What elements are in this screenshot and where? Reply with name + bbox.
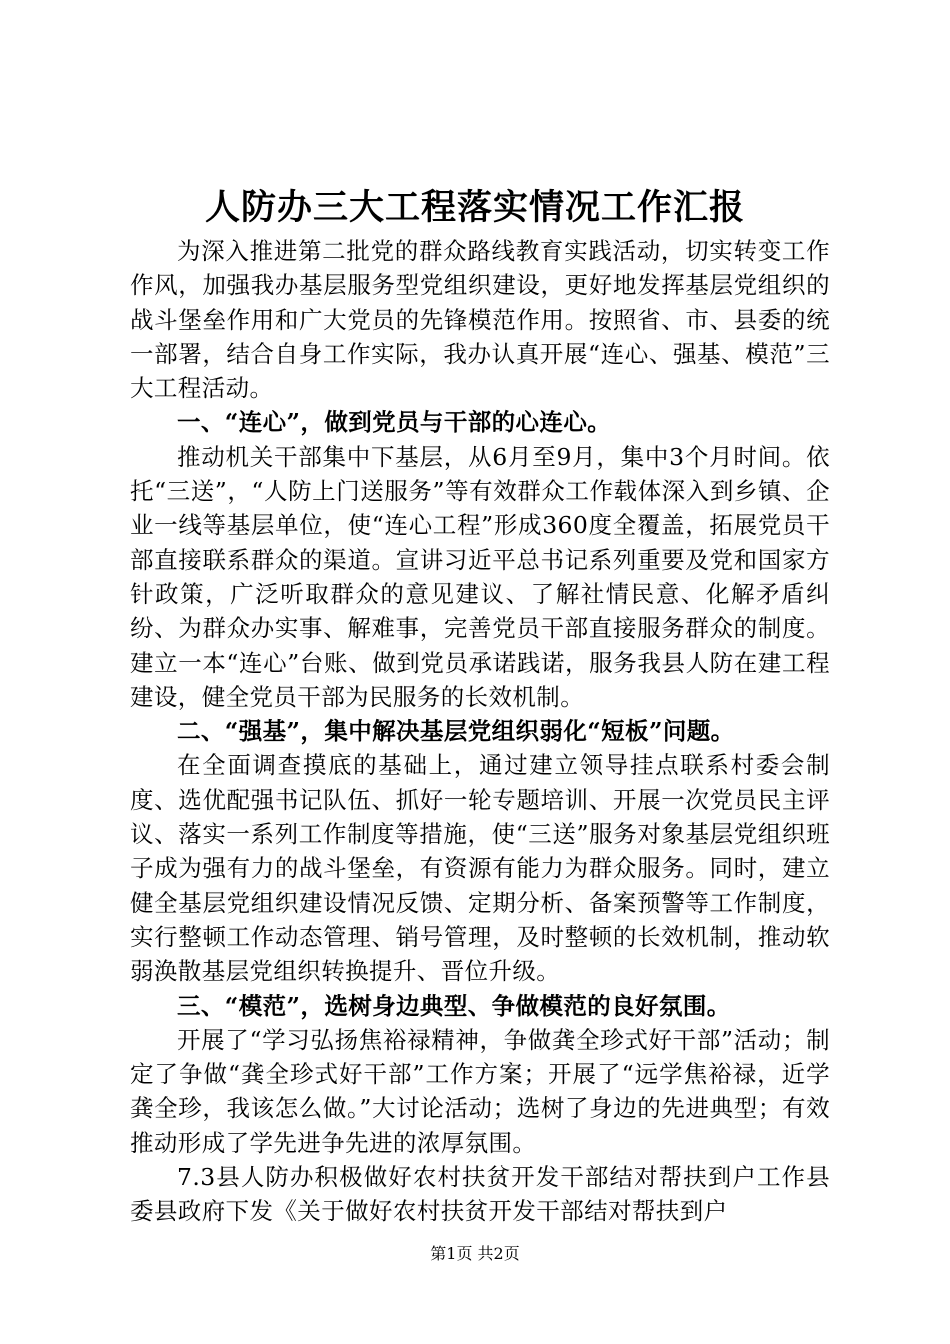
document-body [130, 234, 830, 1229]
document-title: 人防办三大工程落实情况工作汇报 [204, 187, 745, 228]
section-paragraph-1: 推动机关干部集中下基层，从6月至9月，集中3个月时间。依托“三送”，“人防上门送服务”等有效群众工作载体深入到乡镇、企业一线等基层单位，使“连心工程”形成360度全覆盖，拓展党员干部直接联系群众的渠道。宣讲习近平总书记系列重要及党和国家方针政策，广泛听取群众的意见建议、了解社情民意、化解矛盾纠纷、为群众办实事、解难事，完善党员干部直接服务群众的制度。建立一本“连心”台账、做到党员承诺践诺，服务我县人防在建工程建设，健全党员干部为民服务的长效机制。 [130, 442, 830, 711]
section-heading-1: 一、“连心”，做到党员与干部的心连心。 [177, 408, 612, 437]
section-paragraph-3: 开展了“学习弘扬焦裕禄精神，争做龚全珍式好干部”活动；制定了争做“龚全珍式好干部”工作方案；开展了“远学焦裕禄，近学龚全珍，我该怎么做。”大讨论活动；选树了身边的先进典型；有效推动形成了学先进争先进的浓厚氛围。 [130, 1025, 830, 1157]
section-paragraph-2: 在全面调查摸底的基础上，通过建立领导挂点联系村委会制度、选优配强书记队伍、抓好一轮专题培训、开展一次党员民主评议、落实一系列工作制度等措施，使“三送”服务对象基层党组织班子成为强有力的战斗堡垒，有资源有能力为群众服务。同时，建立健全基层党组织建设情况反馈、定期分析、备案预警等工作制度，实行整顿工作动态管理、销号管理，及时整顿的长效机制，推动软弱涣散基层党组织转换提升、晋位升级。 [130, 751, 830, 986]
intro-paragraph: 为深入推进第二批党的群众路线教育实践活动，切实转变工作作风，加强我办基层服务型党组织建设，更好地发挥基层党组织的战斗堡垒作用和广大党员的先锋模范作用。按照省、市、县委的统一部署，结合自身工作实际，我办认真开展“连心、强基、模范”三大工程活动。 [130, 237, 830, 403]
section-heading-2: 二、“强基”，集中解决基层党组织弱化“短板”问题。 [177, 717, 735, 746]
section-heading-3: 三、“模范”，选树身边典型、争做模范的良好氛围。 [177, 991, 731, 1020]
page-footer: 第1页 共2页 [430, 1244, 520, 1263]
closing-paragraph: 7.3县人防办积极做好农村扶贫开发干部结对帮扶到户工作县委县政府下发《关于做好农村扶贫开发干部结对帮扶到户 [130, 1163, 830, 1226]
